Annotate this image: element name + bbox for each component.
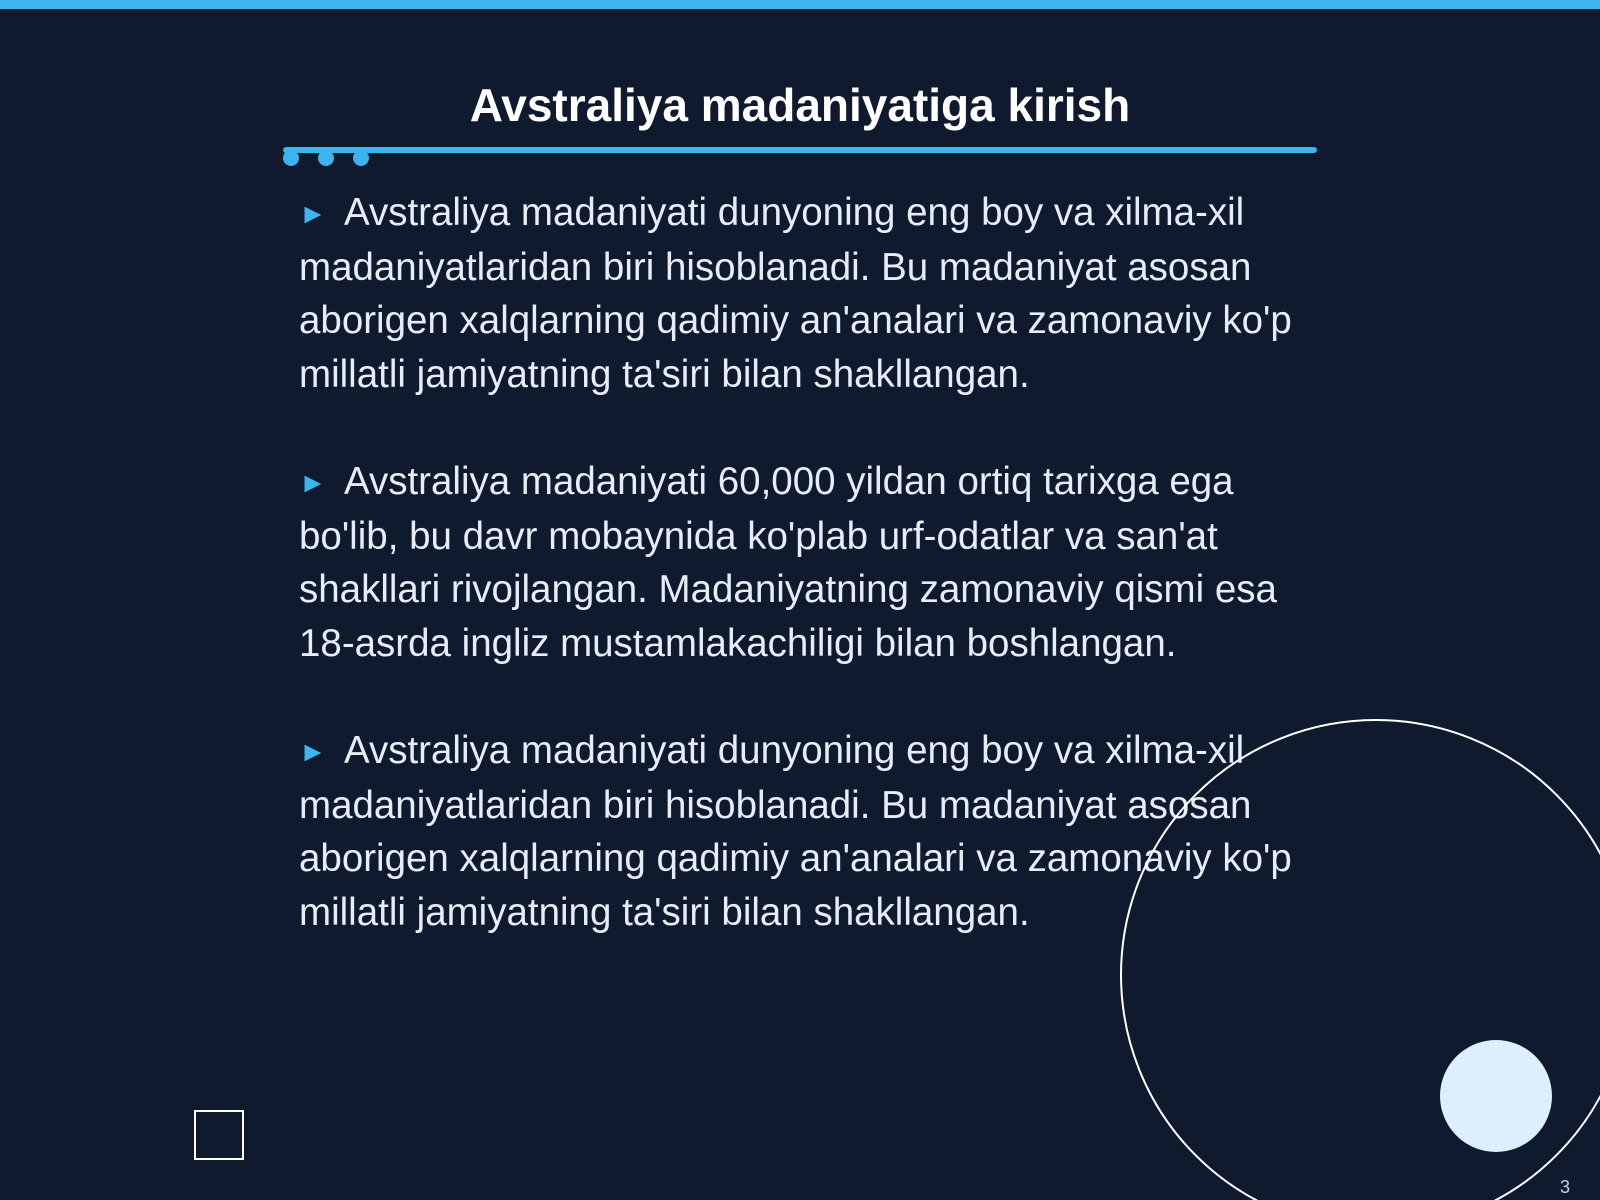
decorative-dot	[283, 150, 299, 166]
bullet-arrow-icon: ►	[299, 736, 327, 767]
bullet-item	[299, 455, 1339, 670]
bullet-text: Avstraliya madaniyati dunyoning eng boy va xilma-xil madaniyatlaridan biri hisoblanadi. Bu madaniyat asosan aborigen xalqlarning qadimiy an'analari va zamonaviy ko'p millatli jamiyatning ta'siri bilan shakllangan.	[299, 191, 1292, 396]
bullet-arrow-icon: ►	[299, 198, 327, 229]
bullet-arrow-icon: ►	[299, 467, 327, 498]
bullet-item	[299, 186, 1339, 401]
decorative-dot	[318, 150, 334, 166]
decorative-dot	[353, 150, 369, 166]
bullet-text: Avstraliya madaniyati 60,000 yildan ortiq tarixga ega bo'lib, bu davr mobaynida ko'plab urf-odatlar va san'at shakllari rivojlangan. Madaniyatning zamonaviy qismi esa 18-asrda ingliz mustamlakachiligi bilan boshlangan.	[299, 460, 1277, 665]
page-number: 3	[1559, 1177, 1570, 1197]
top-accent-bar	[0, 0, 1600, 9]
decorative-disc	[1440, 1040, 1552, 1152]
slide-title: Avstraliya madaniyatiga kirish	[469, 79, 1131, 131]
bullet-text: Avstraliya madaniyati dunyoning eng boy va xilma-xil madaniyatlaridan biri hisoblanadi. Bu madaniyat asosan aborigen xalqlarning qadimiy an'analari va zamonaviy ko'p millatli jamiyatning ta'siri bilan shakllangan.	[299, 729, 1292, 934]
decorative-square	[194, 1110, 244, 1160]
title-underline	[283, 147, 1317, 153]
